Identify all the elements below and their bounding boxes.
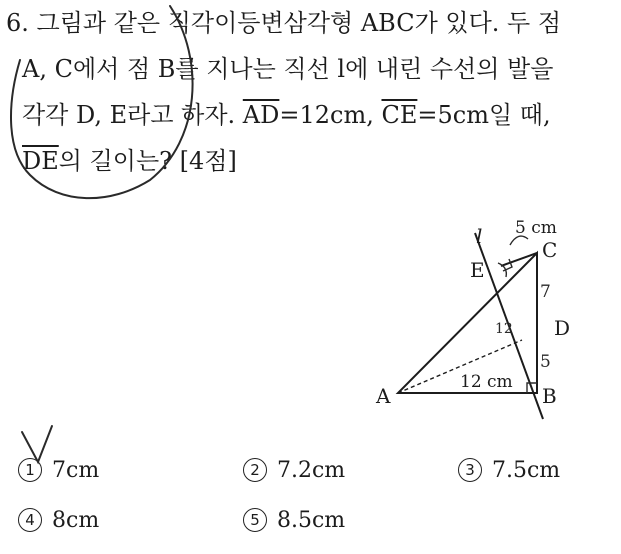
choice-2-number: 2 xyxy=(243,458,267,482)
choice-4[interactable] xyxy=(18,508,99,533)
choice-1[interactable] xyxy=(18,458,99,483)
line-l-label: l xyxy=(476,224,483,248)
choice-1-text: 7cm xyxy=(52,458,100,483)
answer-choices xyxy=(18,450,618,550)
point-e-label: E xyxy=(470,258,485,282)
point-b-label: B xyxy=(542,384,557,408)
line-3-pre: 각각 D, E라고 하자. xyxy=(22,101,243,129)
problem-line-1-text: 그림과 같은 직각이등변삼각형 ABC가 있다. 두 점 xyxy=(36,9,562,37)
line-3-mid: =12cm, xyxy=(279,101,382,129)
choice-5-text: 8.5cm xyxy=(277,508,346,533)
choice-5[interactable] xyxy=(243,508,345,533)
choice-5-number: 5 xyxy=(243,508,267,532)
point-a-label: A xyxy=(376,384,391,408)
choice-2-text: 7.2cm xyxy=(277,458,346,483)
choice-1-number: 1 xyxy=(18,458,42,482)
top-length-label: 5 cm xyxy=(515,218,557,238)
line-3-post: =5cm일 때, xyxy=(417,101,551,129)
choice-2[interactable] xyxy=(243,458,345,483)
bottom-length-label: 12 cm xyxy=(460,372,513,392)
segment-ce: $\overline{CE}$ xyxy=(381,101,418,129)
hand-label-5: 5 xyxy=(540,352,551,372)
choice-3[interactable] xyxy=(458,458,560,483)
point-c-label: C xyxy=(542,238,558,262)
problem-line-4 xyxy=(22,146,237,176)
choice-3-number: 3 xyxy=(458,458,482,482)
choice-4-text: 8cm xyxy=(52,508,100,533)
problem-number: 6. xyxy=(6,9,29,37)
problem-line-3 xyxy=(22,100,551,130)
segment-ad: $\overline{AD}$ xyxy=(242,101,280,129)
problem-line-1 xyxy=(6,8,561,38)
choice-4-number: 4 xyxy=(18,508,42,532)
hand-label-7: 7 xyxy=(540,282,551,302)
choice-3-text: 7.5cm xyxy=(492,458,561,483)
segment-de: $\overline{DE}$ xyxy=(22,147,59,175)
triangle-figure xyxy=(360,205,610,435)
line-4-post: 의 길이는? [4점] xyxy=(58,147,237,175)
hand-label-12: 12 xyxy=(495,321,513,337)
problem-line-2: A, C에서 점 B를 지나는 직선 l에 내린 수선의 발을 xyxy=(22,55,554,83)
point-d-label: D xyxy=(554,316,571,340)
